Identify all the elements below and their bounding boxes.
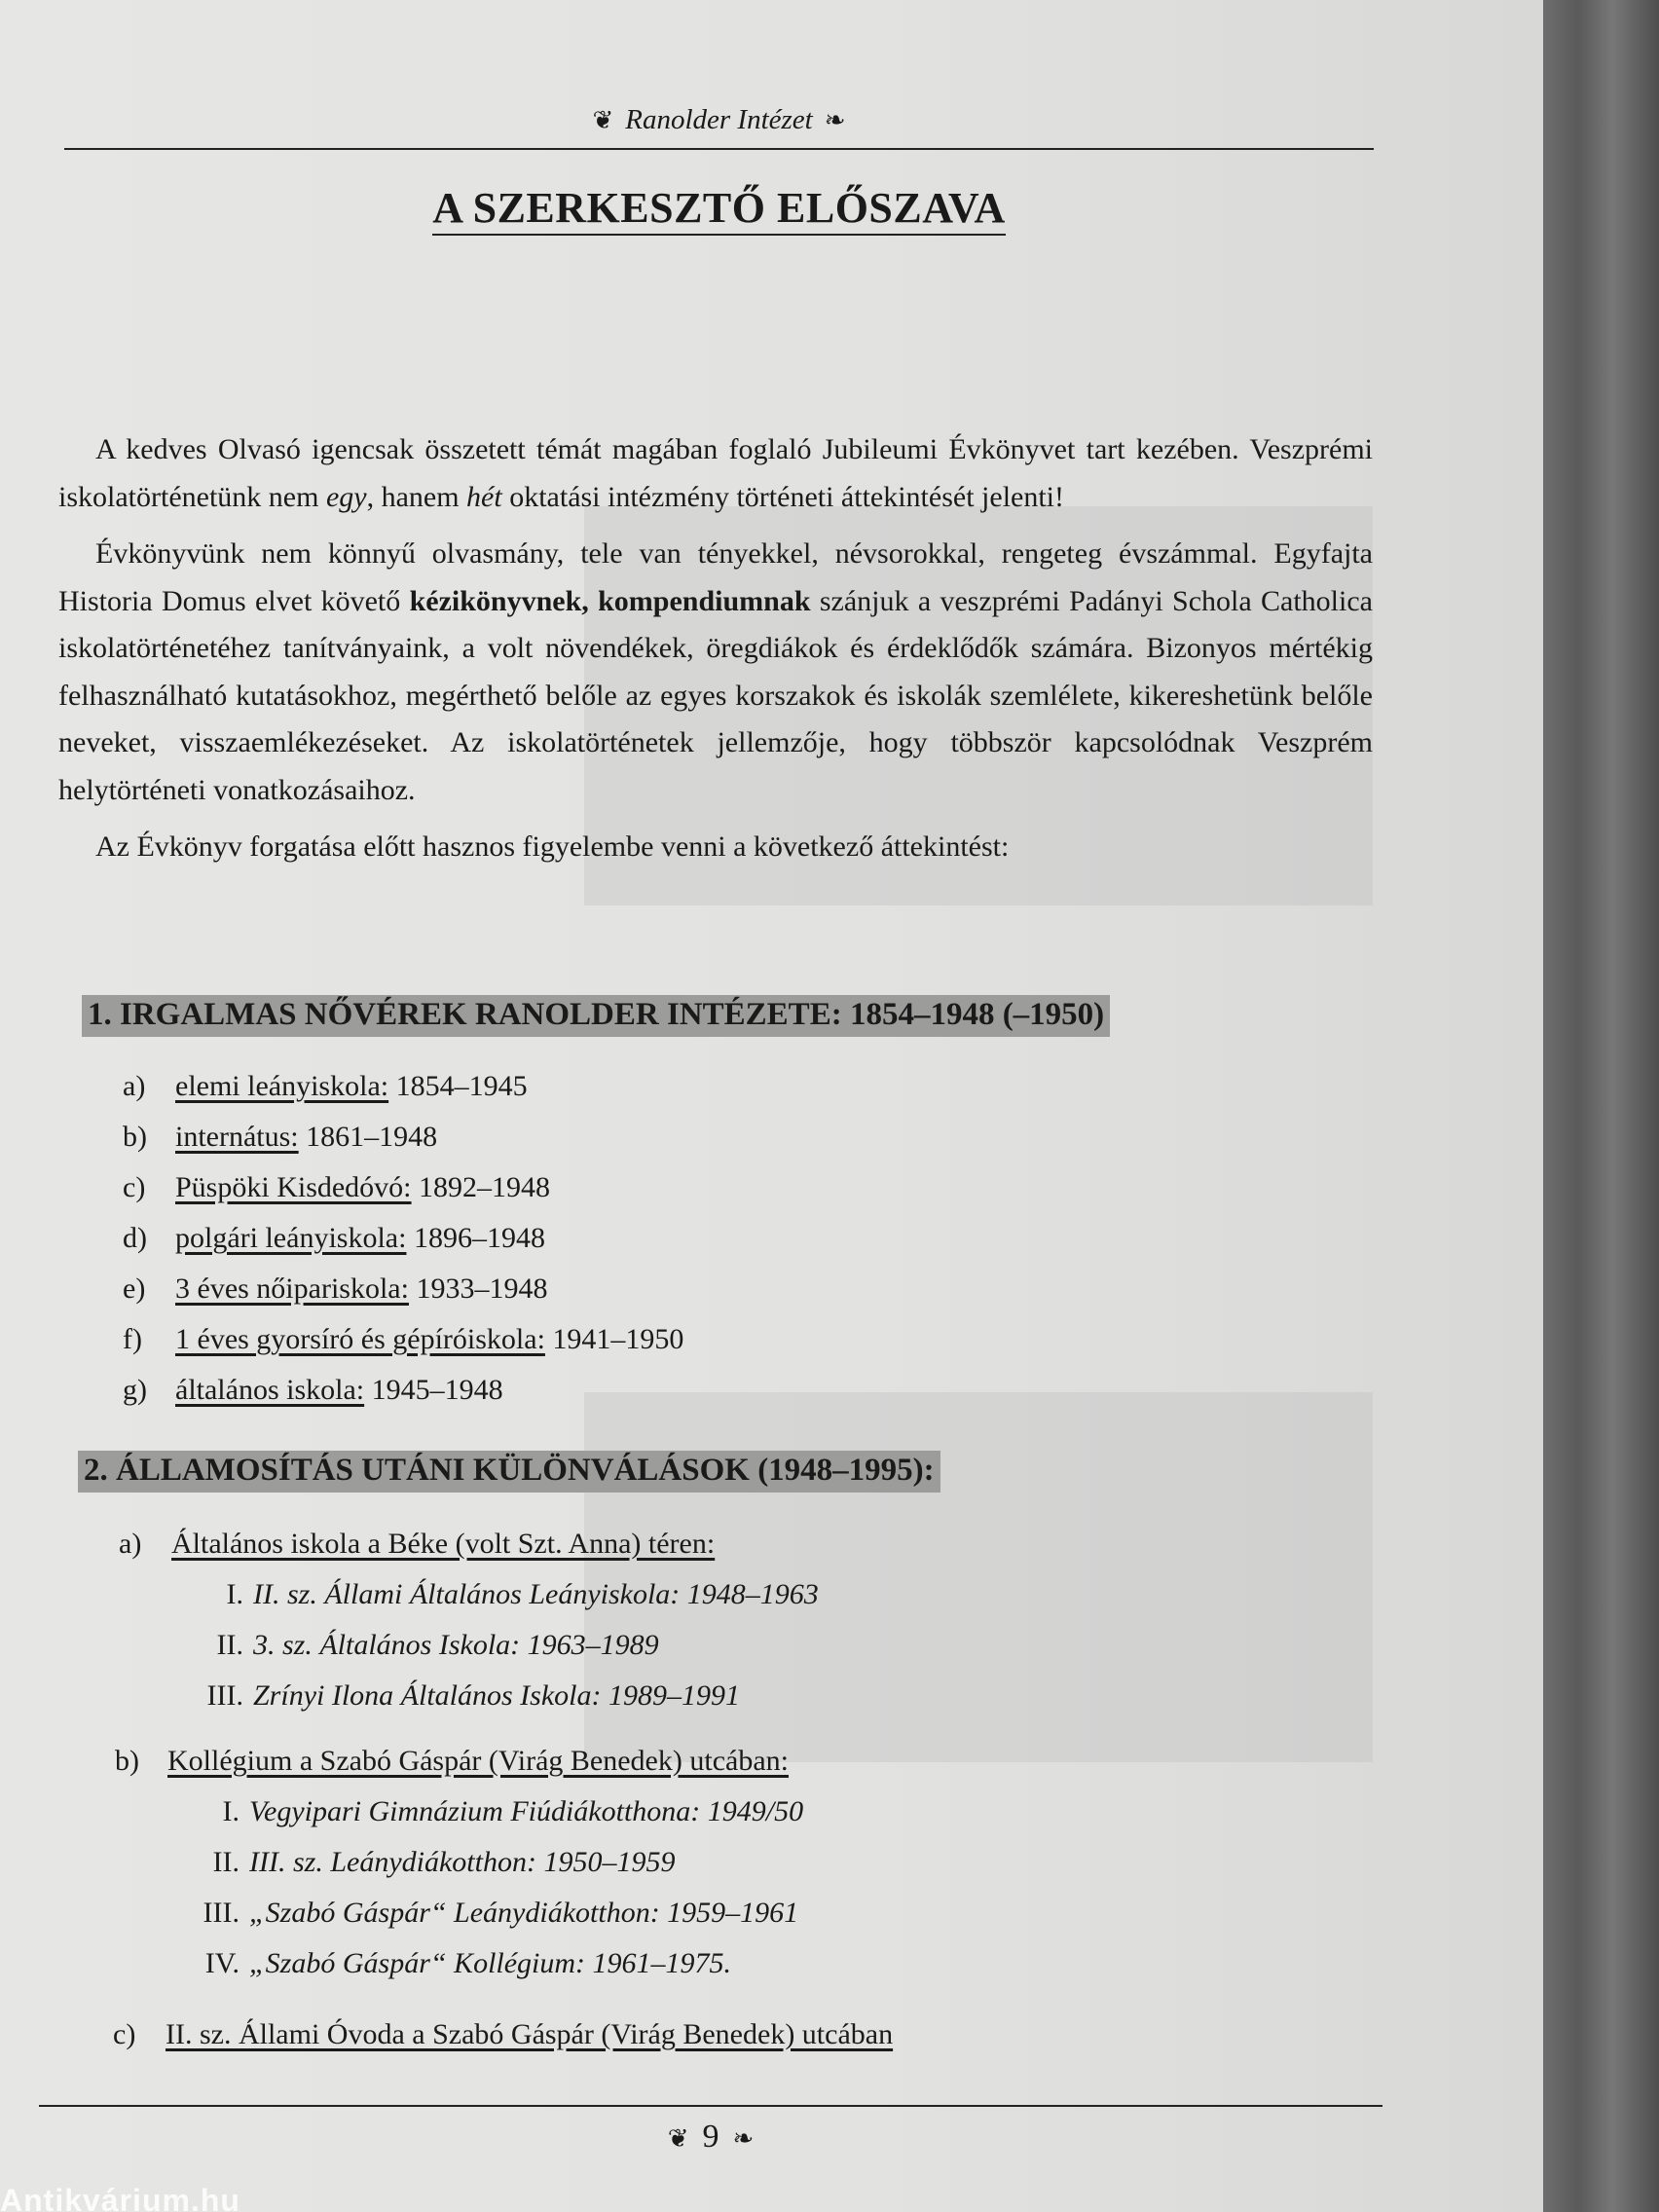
- sub-item-text: Zrínyi Ilona Általános Iskola: 1989–1991: [253, 1679, 740, 1712]
- list-item: [123, 1213, 683, 1264]
- section-1-heading: 1. IRGALMAS NŐVÉREK RANOLDER INTÉZETE: 1854–1948 (–1950): [82, 995, 1110, 1037]
- roman-numeral: I.: [222, 1795, 240, 1827]
- sub-item-text: „Szabó Gáspár“ Kollégium: 1961–1975.: [249, 1947, 732, 1979]
- list-label: a): [119, 1528, 142, 1560]
- ornament-right-icon: ❧: [824, 106, 846, 134]
- intro-paragraph-1: A kedves Olvasó igencsak összetett témát magában foglaló Jubileumi Évkönyvet tart kezében. Veszprémi iskolatörténetünk nem egy, hanem hét oktatási intézmény történeti áttekintését jelenti!: [58, 433, 1373, 513]
- sub-list-item: [179, 1837, 803, 1888]
- sub-item-text: III. sz. Leánydiákotthon: 1950–1959: [249, 1846, 676, 1878]
- sub-list-item: [183, 1569, 819, 1620]
- school-years: 1945–1948: [364, 1374, 503, 1406]
- watermark-logo: Antikvárium.hu: [0, 2183, 240, 2212]
- intro-paragraph-2: Évkönyvünk nem könnyű olvasmány, tele van tényekkel, névsorokkal, rengeteg évszámmal. Egyfajta Historia Domus elvet követő kézikönyvnek, kompendiumnak szánjuk a veszprémi Padányi Schola Catholica iskolatörténetéhez tanítványaink, a volt növendékek, öregdiákok és érdeklődők számára. Bizonyos mértékig felhasználható kutatásokhoz, megérthető belőle az egyes korszakok és iskolák szemlélete, kikereshetünk belőle neveket, visszaemlékezéseket. Az iskolatörténetek jellemzője, hogy többször kapcsolódnak Veszprém helytörténeti vonatkozásaihoz.: [58, 537, 1373, 806]
- list-label: b): [115, 1745, 139, 1777]
- school-years: 1861–1948: [298, 1121, 438, 1153]
- roman-numeral: II.: [212, 1846, 240, 1878]
- running-header-title: Ranolder Intézet: [625, 104, 813, 135]
- school-years: 1854–1945: [388, 1070, 528, 1102]
- school-name: Püspöki Kisdedóvó:: [175, 1171, 412, 1203]
- list-label: a): [123, 1070, 146, 1102]
- list-item: [123, 1314, 683, 1365]
- intro-paragraph-3: Az Évkönyv forgatása előtt hasznos figyelembe venni a következő áttekintést:: [95, 830, 1010, 863]
- school-name: elemi leányiskola:: [175, 1070, 389, 1102]
- list-item: [123, 1061, 683, 1112]
- section-2c-title: II. sz. Állami Óvoda a Szabó Gáspár (Virág Benedek) utcában: [166, 2018, 894, 2050]
- page-title: A SZERKESZTŐ ELŐSZAVA: [64, 183, 1374, 233]
- list-item: [123, 1162, 683, 1213]
- section-2b-title: Kollégium a Szabó Gáspár (Virág Benedek) utcában:: [167, 1745, 789, 1777]
- list-item: [123, 1112, 683, 1162]
- intro-text: [58, 426, 1373, 871]
- ornament-left-icon: ❦: [592, 106, 614, 134]
- list-label: c): [113, 2018, 136, 2050]
- school-name: 3 éves nőipariskola:: [175, 1272, 409, 1305]
- section-1-list: [123, 1061, 683, 1416]
- school-years: 1896–1948: [406, 1222, 545, 1254]
- roman-numeral: II.: [216, 1629, 243, 1661]
- list-item: [123, 1365, 683, 1416]
- sub-list-item: [179, 1938, 803, 1989]
- section-2b: [115, 1736, 803, 1989]
- section-2a-title: Általános iskola a Béke (volt Szt. Anna) téren:: [171, 1528, 716, 1560]
- school-years: 1941–1950: [544, 1323, 684, 1355]
- list-label: e): [123, 1272, 146, 1305]
- roman-numeral: III.: [203, 1897, 240, 1929]
- page-footer: [39, 2119, 1382, 2156]
- school-years: 1933–1948: [408, 1272, 548, 1305]
- list-label: f): [123, 1323, 142, 1355]
- sub-item-text: 3. sz. Általános Iskola: 1963–1989: [253, 1629, 659, 1661]
- sub-item-text: Vegyipari Gimnázium Fiúdiákotthona: 1949/50: [249, 1795, 804, 1827]
- sub-list-item: [179, 1787, 803, 1837]
- sub-list-item: [183, 1671, 819, 1721]
- list-label: d): [123, 1222, 147, 1254]
- list-label: g): [123, 1374, 147, 1406]
- page-number: 9: [702, 2119, 719, 2155]
- section-2c: [113, 2009, 893, 2060]
- list-label: b): [123, 1121, 147, 1153]
- sub-list-item: [183, 1620, 819, 1671]
- sub-item-text: „Szabó Gáspár“ Leánydiákotthon: 1959–1961: [249, 1897, 799, 1929]
- list-item: [123, 1264, 683, 1314]
- list-label: c): [123, 1171, 146, 1203]
- section-2a: [119, 1519, 819, 1721]
- ornament-left-icon: ❦: [667, 2124, 689, 2153]
- school-name: általános iskola:: [175, 1374, 365, 1406]
- school-name: polgári leányiskola:: [175, 1222, 407, 1254]
- running-header: [64, 95, 1374, 150]
- section-2-heading: 2. ÁLLAMOSÍTÁS UTÁNI KÜLÖNVÁLÁSOK (1948–1995):: [78, 1451, 940, 1493]
- sub-item-text: II. sz. Állami Általános Leányiskola: 1948–1963: [253, 1578, 819, 1610]
- book-spine: [1543, 0, 1659, 2212]
- roman-numeral: I.: [226, 1578, 243, 1610]
- school-name: 1 éves gyorsíró és gépíróiskola:: [175, 1323, 545, 1355]
- footer-rule: [39, 2105, 1382, 2107]
- roman-numeral: III.: [206, 1679, 243, 1712]
- school-name: internátus:: [175, 1121, 299, 1153]
- roman-numeral: IV.: [204, 1947, 240, 1979]
- sub-list-item: [179, 1888, 803, 1938]
- school-years: 1892–1948: [411, 1171, 551, 1203]
- ornament-right-icon: ❧: [732, 2124, 755, 2153]
